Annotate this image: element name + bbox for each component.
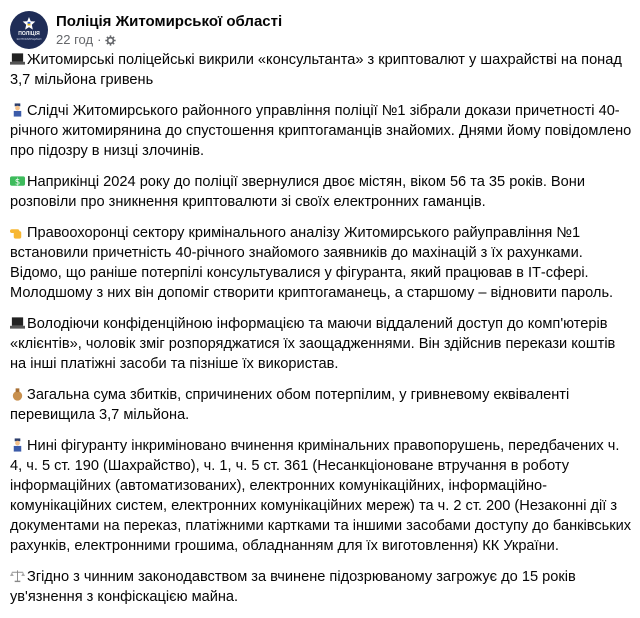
gear-icon[interactable] [105,35,116,46]
scales-icon [10,569,25,583]
laptop-icon [10,52,25,66]
svg-text:$: $ [14,176,21,187]
separator: · [97,32,102,47]
post-paragraph: Згідно з чинним законодавством за вчинене підозрюваному загрожує до 15 років ув'язнення з конфіскацією майна. [10,569,576,605]
avatar-sublabel: ЖИТОМИРЩИНИ [16,37,42,41]
post-paragraph: Нині фігуранту інкриміновано вчинення кримінальних правопорушень, передбачених ч. 4, ч. 5 ст. 190 (Шахрайство), ч. 1, ч. 5 ст. 361 (Несанкціоноване втручання в роботу інформаційних (автоматизованих), електронних комунікаційних, інформаційно-комунікаційних систем, електронних комунікаційних мереж) та ч. 2 ст. 200 (Незаконні дії з документами на переказ, платіжними картками та іншими засобами доступу до банківських рахунків, електронними грошима, обладнанням для їх виготовлення) КК України. [10,438,632,554]
police-star-icon [22,17,36,31]
avatar[interactable] [10,11,48,49]
laptop-icon [10,316,25,330]
page-name[interactable]: Поліція Житомирської області [56,13,283,30]
timestamp[interactable]: 22 год [56,32,94,47]
post-paragraph: Житомирські поліцейські викрили «консультанта» з криптовалют у шахрайстві на понад 3,7 мільйона гривень [10,52,622,88]
post-paragraph: $ Наприкінці 2024 року до поліції звернулися двоє містян, віком 56 та 35 років. Вони розповіли про зникнення криптовалюти зі своїх електронних гаманців. [10,174,585,210]
pointing-hand-icon [10,225,25,239]
post-meta [56,32,282,48]
post-header [10,8,282,52]
post-paragraph: Загальна сума збитків, спричинених обом потерпілим, у гривневому еквіваленті перевищила 3,7 мільйона. [10,387,570,423]
post-paragraph: Слідчі Житомирського районного управління поліції №1 зібрали докази причетності 40-річного житомирянина до спустошення криптогаманців знайомих. Днями йому повідомлено про підозру в низці злочинів. [10,103,632,159]
avatar-label: ПОЛІЦІЯ [18,31,40,37]
money-icon [10,174,25,188]
police-officer-icon [10,438,25,452]
post-paragraph: Володіючи конфіденційною інформацією та маючи віддалений доступ до комп'ютерів «клієнтів», чоловік зміг розпоряджатися їх заощадженнями. Він здійснив перекази коштів на інші платіжні засоби та пізніше їх використав. [10,316,616,372]
police-officer-icon [10,103,25,117]
post-body [10,50,635,618]
money-bag-icon [10,387,25,401]
post-paragraph: Правоохоронці сектору кримінального аналізу Житомирського райуправління №1 встановили причетність 40-річного знайомого заявників до махінацій з їх рахунками. Відомо, що раніше потерпілі консультувалися у фігуранта, який працював в ІТ-сфері. Молодшому з них він допоміг створити криптогаманець, а старшому – відновити пароль. [10,225,614,301]
